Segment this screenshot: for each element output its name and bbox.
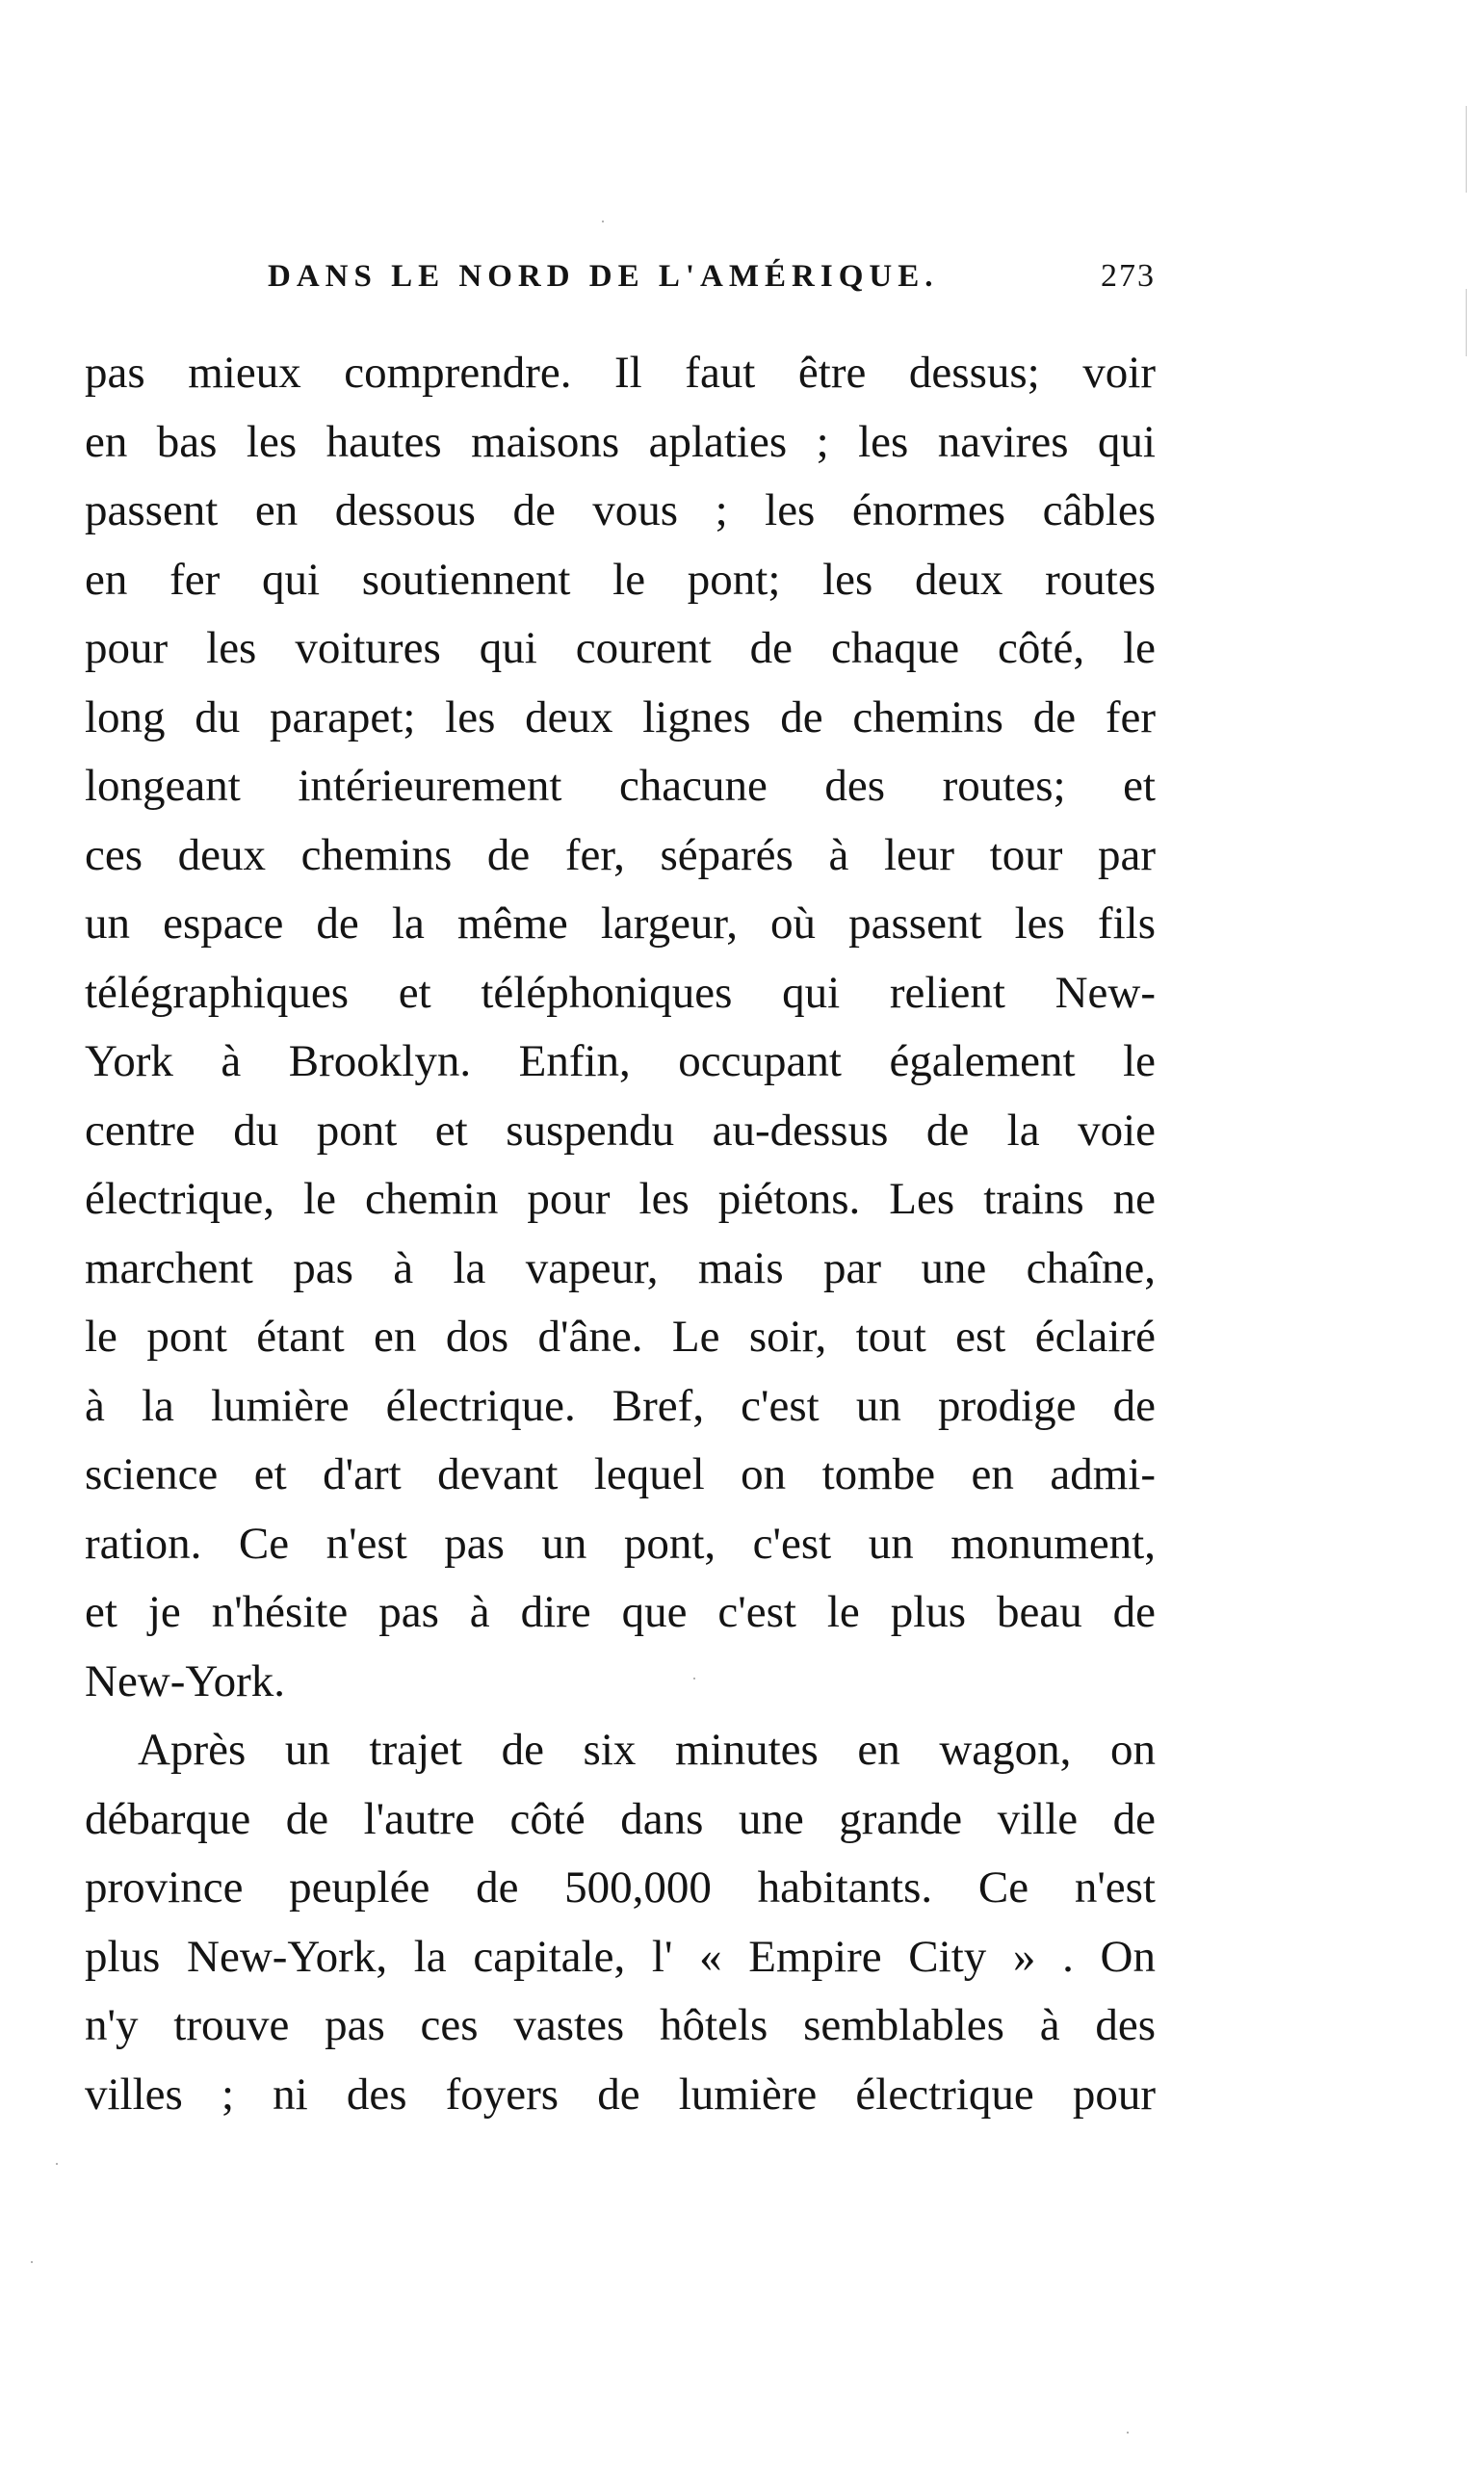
- text-line: ces deux chemins de fer, séparés à leur tour par: [85, 829, 1156, 880]
- text-line: York à Brooklyn. Enfin, occupant également le: [85, 1036, 1156, 1086]
- page-edge-mark: [1466, 106, 1467, 193]
- running-title: DANS LE NORD DE L'AMÉRIQUE.: [268, 259, 939, 294]
- text-line: pas mieux comprendre. Il faut être dessus; voir: [85, 348, 1156, 398]
- text-line: passent en dessous de vous ; les énormes câbles: [85, 485, 1156, 535]
- text-line: province peuplée de 500,000 habitants. Ce n'est: [85, 1862, 1156, 1913]
- text-line: le pont étant en dos d'âne. Le soir, tout est éclairé: [85, 1312, 1156, 1362]
- text-line: pour les voitures qui courent de chaque côté, le: [85, 623, 1156, 673]
- text-line: centre du pont et suspendu au-dessus de la voie: [85, 1105, 1156, 1156]
- text-line: télégraphiques et téléphoniques qui relient New-: [85, 967, 1156, 1018]
- text-line: villes ; ni des foyers de lumière électrique pour: [85, 2069, 1156, 2120]
- text-line: et je n'hésite pas à dire que c'est le plus beau de: [85, 1587, 1156, 1637]
- paper-speck: [31, 2261, 33, 2263]
- text-line: New-York.: [85, 1655, 286, 1706]
- text-line: en bas les hautes maisons aplaties ; les navires qui: [85, 416, 1156, 467]
- text-line: science et d'art devant lequel on tombe en admi-: [85, 1449, 1156, 1499]
- paper-speck: [1127, 2432, 1129, 2434]
- text-line: électrique, le chemin pour les piétons. Les trains ne: [85, 1174, 1156, 1224]
- text-line: longeant intérieurement chacune des routes; et: [85, 761, 1156, 811]
- paragraph: [85, 339, 1156, 1716]
- text-line: Après un trajet de six minutes en wagon, on: [138, 1725, 1156, 1775]
- text-line: marchent pas à la vapeur, mais par une chaîne,: [85, 1242, 1156, 1293]
- text-line: en fer qui soutiennent le pont; les deux routes: [85, 554, 1156, 605]
- text-line: ration. Ce n'est pas un pont, c'est un monument,: [85, 1518, 1156, 1569]
- text-line: long du parapet; les deux lignes de chemins de fer: [85, 691, 1156, 742]
- running-head: [85, 252, 1156, 300]
- text-line: n'y trouve pas ces vastes hôtels semblables à des: [85, 2000, 1156, 2050]
- text-line: à la lumière électrique. Bref, c'est un prodige de: [85, 1380, 1156, 1431]
- paper-speck: [693, 1678, 695, 1679]
- page-edge-mark: [1466, 289, 1467, 356]
- paragraph: [85, 1716, 1156, 2129]
- page-number: 273: [1101, 258, 1156, 294]
- text-line: débarque de l'autre côté dans une grande ville de: [85, 1793, 1156, 1844]
- paper-speck: [56, 2163, 58, 2165]
- paper-speck: [602, 221, 604, 222]
- body-text: [85, 339, 1156, 2129]
- text-line: un espace de la même largeur, où passent les fils: [85, 898, 1156, 949]
- text-line: plus New-York, la capitale, l' « Empire City » . On: [85, 1931, 1156, 1982]
